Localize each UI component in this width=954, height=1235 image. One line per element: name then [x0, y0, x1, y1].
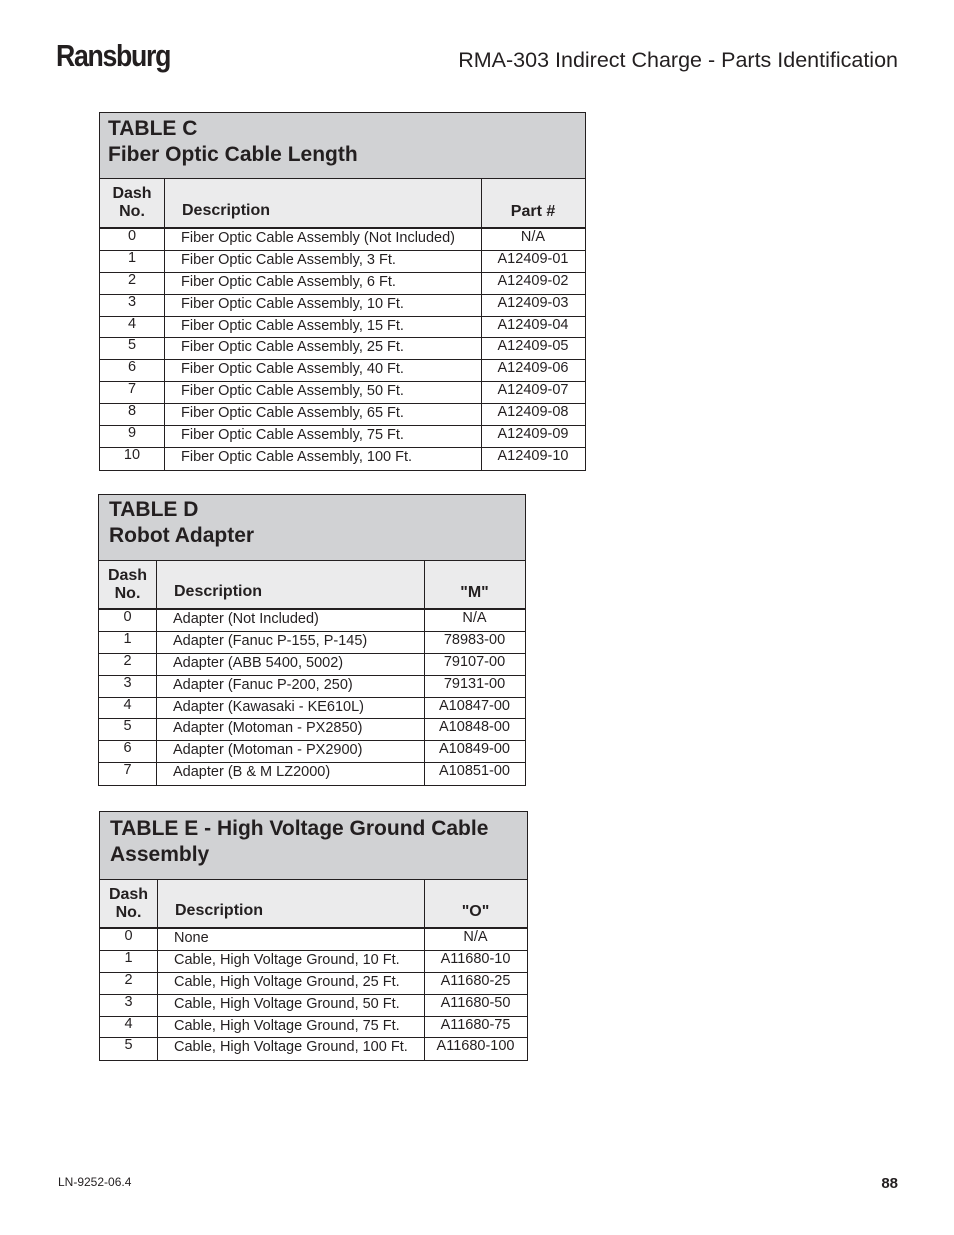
row-dash-number: 3: [100, 995, 158, 1016]
table-e-column-headers: [100, 880, 527, 929]
row-dash-number: 5: [99, 719, 157, 740]
col-header-dash-line2: No.: [114, 585, 141, 602]
row-dash-number: 10: [100, 448, 165, 470]
row-part-number: 79107-00: [443, 653, 506, 670]
row-description: Fiber Optic Cable Assembly, 100 Ft.: [165, 448, 482, 470]
col-header-dash-line2: No.: [115, 904, 142, 921]
row-dash-number: 2: [100, 273, 165, 294]
col-header-description: Description: [158, 880, 425, 927]
col-header-dash: [100, 179, 165, 227]
table-row: [100, 251, 585, 273]
row-part-number: N/A: [463, 929, 488, 945]
table-row: [99, 719, 525, 741]
table-row: [99, 763, 525, 785]
row-description: Fiber Optic Cable Assembly, 10 Ft.: [165, 295, 482, 316]
row-dash-number: 3: [99, 676, 157, 697]
row-part-number: A12409-08: [497, 404, 569, 421]
row-dash-number: 0: [100, 229, 165, 250]
row-description: Cable, High Voltage Ground, 100 Ft.: [158, 1038, 425, 1060]
col-header-dash-line1: Dash: [112, 185, 152, 202]
row-part-number: A12409-10: [497, 447, 569, 464]
row-description: Fiber Optic Cable Assembly, 3 Ft.: [165, 251, 482, 272]
row-part-number: A10851-00: [439, 763, 510, 780]
table-c-fiber-optic-cable-length: [99, 112, 586, 471]
table-row: [100, 404, 585, 426]
col-header-part: "M": [460, 584, 489, 601]
col-header-dash: [100, 880, 158, 927]
row-dash-number: 9: [100, 426, 165, 447]
page-number: 88: [881, 1175, 898, 1192]
row-part-number: N/A: [462, 610, 487, 626]
table-d-title: TABLE D: [109, 498, 199, 521]
col-header-description: Description: [157, 561, 425, 608]
row-dash-number: 0: [99, 610, 157, 631]
row-part-number: 78983-00: [443, 631, 506, 648]
row-part-number: A11680-75: [440, 1016, 511, 1033]
row-part-number: A10848-00: [439, 719, 510, 736]
row-dash-number: 2: [99, 654, 157, 675]
page-title: RMA-303 Indirect Charge - Parts Identification: [458, 48, 898, 72]
row-dash-number: 5: [100, 1038, 158, 1060]
row-part-number: 79131-00: [443, 675, 506, 692]
row-dash-number: 7: [100, 382, 165, 403]
table-row: [100, 973, 527, 995]
brand-logo: Ransburg: [56, 38, 171, 73]
table-c-heading: [100, 113, 585, 179]
document-number: LN-9252-06.4: [58, 1175, 132, 1189]
row-dash-number: 1: [100, 951, 158, 972]
table-row: [100, 273, 585, 295]
row-description: Adapter (B & M LZ2000): [157, 763, 425, 785]
row-dash-number: 1: [99, 632, 157, 653]
row-part-number: A10849-00: [439, 741, 510, 758]
row-description: Adapter (Not Included): [157, 610, 425, 631]
row-dash-number: 6: [99, 741, 157, 762]
row-dash-number: 7: [99, 763, 157, 785]
row-part-number: A12409-02: [497, 272, 569, 289]
table-row: [99, 632, 525, 654]
table-d-subtitle: Robot Adapter: [109, 524, 255, 547]
table-c-column-headers: [100, 179, 585, 229]
row-dash-number: 4: [99, 698, 157, 719]
row-part-number: A12409-03: [497, 294, 569, 311]
row-description: Cable, High Voltage Ground, 75 Ft.: [158, 1017, 425, 1038]
row-part-number: A12409-01: [497, 250, 569, 267]
table-row: [100, 317, 585, 339]
row-dash-number: 0: [100, 929, 158, 950]
row-dash-number: 1: [100, 251, 165, 272]
table-d-heading: [99, 495, 525, 561]
row-part-number: A12409-09: [497, 426, 569, 443]
table-row: [100, 951, 527, 973]
row-description: Adapter (Fanuc P-155, P-145): [157, 632, 425, 653]
table-d-robot-adapter: [98, 494, 526, 786]
row-part-number: A12409-04: [497, 316, 569, 333]
row-dash-number: 4: [100, 317, 165, 338]
row-part-number: A11680-10: [440, 950, 511, 967]
table-c-title: TABLE C: [108, 117, 198, 140]
col-header-dash-line1: Dash: [107, 567, 148, 584]
table-row: [99, 610, 525, 632]
row-dash-number: 3: [100, 295, 165, 316]
row-part-number: A11680-25: [440, 972, 511, 989]
table-d-body: [99, 610, 525, 785]
row-description: Cable, High Voltage Ground, 10 Ft.: [158, 951, 425, 972]
row-description: Adapter (Motoman - PX2850): [157, 719, 425, 740]
table-e-subtitle: Assembly: [110, 843, 210, 866]
table-row: [100, 448, 585, 470]
table-row: [100, 1038, 527, 1060]
table-row: [99, 654, 525, 676]
table-e-body: [100, 929, 527, 1060]
row-description: Fiber Optic Cable Assembly, 75 Ft.: [165, 426, 482, 447]
table-row: [100, 995, 527, 1017]
table-d-column-headers: [99, 561, 525, 610]
table-e-title: TABLE E - High Voltage Ground Cable: [110, 817, 489, 840]
table-row: [99, 741, 525, 763]
row-description: Fiber Optic Cable Assembly, 25 Ft.: [165, 338, 482, 359]
table-row: [100, 229, 585, 251]
row-description: Adapter (ABB 5400, 5002): [157, 654, 425, 675]
row-description: Cable, High Voltage Ground, 25 Ft.: [158, 973, 425, 994]
row-dash-number: 5: [100, 338, 165, 359]
row-dash-number: 4: [100, 1017, 158, 1038]
row-description: Fiber Optic Cable Assembly, 15 Ft.: [165, 317, 482, 338]
row-dash-number: 2: [100, 973, 158, 994]
col-header-dash-line1: Dash: [108, 886, 149, 903]
col-header-description: Description: [165, 179, 482, 227]
table-c-subtitle: Fiber Optic Cable Length: [108, 143, 358, 166]
table-e-heading: [100, 812, 527, 880]
row-description: Fiber Optic Cable Assembly, 50 Ft.: [165, 382, 482, 403]
table-row: [100, 929, 527, 951]
row-part-number: A11680-100: [436, 1038, 515, 1055]
row-description: None: [158, 929, 425, 950]
row-part-number: A11680-50: [440, 994, 511, 1011]
row-description: Adapter (Kawasaki - KE610L): [157, 698, 425, 719]
table-row: [99, 698, 525, 720]
row-description: Cable, High Voltage Ground, 50 Ft.: [158, 995, 425, 1016]
table-row: [100, 426, 585, 448]
table-e-high-voltage-ground-cable: [99, 811, 528, 1061]
table-row: [100, 1017, 527, 1039]
row-part-number: N/A: [520, 229, 546, 245]
row-part-number: A12409-06: [497, 360, 569, 377]
table-row: [99, 676, 525, 698]
table-row: [100, 382, 585, 404]
col-header-dash-line2: No.: [119, 203, 145, 220]
col-header-part: "O": [461, 903, 490, 920]
row-dash-number: 6: [100, 360, 165, 381]
row-part-number: A12409-07: [497, 382, 569, 399]
table-row: [100, 338, 585, 360]
row-description: Adapter (Motoman - PX2900): [157, 741, 425, 762]
table-row: [100, 360, 585, 382]
row-dash-number: 8: [100, 404, 165, 425]
row-description: Fiber Optic Cable Assembly, 40 Ft.: [165, 360, 482, 381]
row-description: Fiber Optic Cable Assembly (Not Included): [165, 229, 482, 250]
row-part-number: A10847-00: [439, 697, 510, 714]
row-description: Fiber Optic Cable Assembly, 65 Ft.: [165, 404, 482, 425]
table-c-body: [100, 229, 585, 470]
col-header-part: Part #: [510, 203, 556, 220]
table-row: [100, 295, 585, 317]
col-header-dash: [99, 561, 157, 608]
row-description: Fiber Optic Cable Assembly, 6 Ft.: [165, 273, 482, 294]
row-description: Adapter (Fanuc P-200, 250): [157, 676, 425, 697]
row-part-number: A12409-05: [497, 338, 569, 355]
